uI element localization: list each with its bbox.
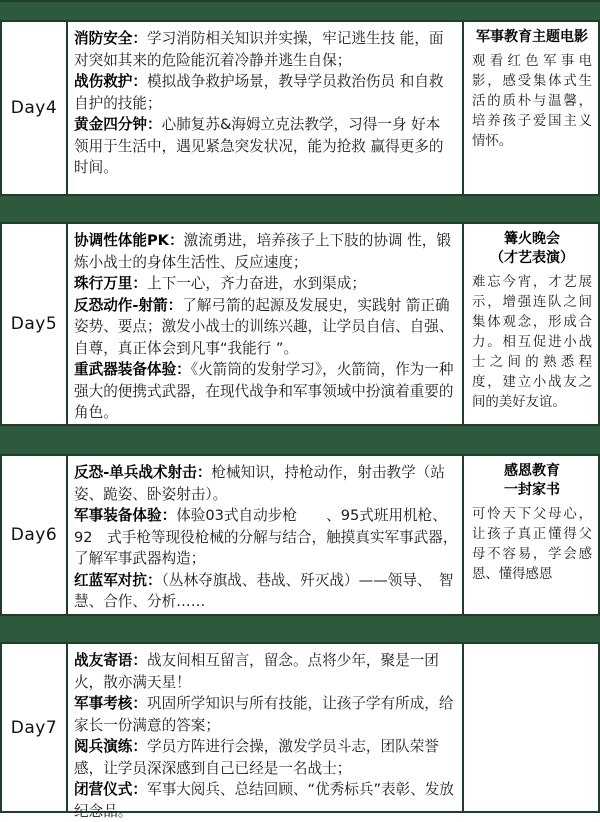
activity-title: 闭营仪式 — [74, 781, 133, 798]
activity-title: 黄金四分钟 — [74, 116, 147, 133]
day-activities — [66, 22, 464, 194]
activity-text: 激流勇进，培养孩子上下肢的协调 性，锻炼小战士的身体生活性、反应速度； — [74, 232, 451, 271]
evening-activity — [464, 22, 600, 194]
activity-title: 战伤救护 — [74, 73, 133, 90]
activity-text: 战友间相互留言，留念。点将少年，聚是一团火，散亦满天星！ — [74, 652, 439, 691]
activity-item: 阅兵演练：学员方阵进行会操，激发学员斗志，团队荣誉感，让学员深深感到自己已经是一名战士； — [74, 738, 439, 777]
day-activities — [66, 456, 464, 614]
day-label: Day7 — [2, 644, 68, 811]
evening-subtitle: 一封家书 — [504, 482, 560, 498]
activity-title: 战友寄语 — [74, 652, 133, 669]
table-top-band — [0, 0, 600, 22]
evening-title: 篝火晚会 （才艺表演） — [472, 230, 592, 268]
activity-title: 协调性体能PK — [74, 232, 169, 249]
activity-item: 军事考核：巩固所学知识与所有技能，让孩子学有所成，给家长一份满意的答案； — [74, 695, 454, 734]
day-row-7 — [0, 644, 600, 820]
activity-item: 红蓝军对抗：（丛林夺旗战、巷战、歼灭战）——领导、 智慧、合作、分析…… — [74, 571, 454, 610]
activity-item: 珠行万里：上下一心，齐力奋进，水到渠成； — [74, 275, 366, 292]
activity-item: 军事装备体验：体验03式自动步枪 、95式班用机枪、92 式手枪等现役枪械的分解与结合，触摸真实军事武器， 了解军事武器构造； — [74, 507, 465, 567]
evening-activity-empty — [464, 644, 600, 811]
day-label: Day4 — [2, 22, 68, 194]
activity-title: 红蓝军对抗 — [74, 571, 147, 589]
activity-title: 消防安全 — [74, 30, 133, 47]
activity-text: 《火箭筒的发射学习》，火箭筒，作为一种强大的便携式武器，在现代战争和军事领域中扮演着重要的角色。 — [74, 361, 454, 421]
evening-subtitle: （才艺表演） — [490, 250, 574, 266]
evening-title: 感恩教育 一封家书 — [472, 462, 592, 500]
evening-activity — [464, 456, 600, 614]
activity-item: 反恐动作-射箭：了解弓箭的起源及发展史，实践射 箭正确姿势、要点；激发小战士的训练兴趣，让学员自信、自强、自尊，真正体会到凡事“我能行 ”。 — [74, 296, 454, 357]
activity-title: 军事装备体验 — [74, 507, 162, 524]
day-row-4 — [0, 22, 600, 194]
evening-activity — [464, 224, 600, 424]
activity-text: 学习消防相关知识并实操，牢记逃生技 能，面对突如其来的危险能沉着冷静并逃生自保； — [74, 30, 444, 69]
activity-item: 重武器装备体验：《火箭筒的发射学习》，火箭筒，作为一种强大的便携式武器，在现代战争和军事领域中扮演着重要的角色。 — [74, 361, 454, 421]
activity-text: 军事大阅兵、总结回顾、“优秀标兵”表彰、发放纪念品。 — [74, 781, 454, 820]
activity-title: 反恐-单兵战术射击 — [74, 464, 197, 481]
activity-text: 了解弓箭的起源及发展史，实践射 箭正确姿势、要点；激发小战士的训练兴趣，让学员自信、自强、自尊，真正体会到凡事“我能行 ”。 — [74, 296, 454, 357]
row-divider-band — [0, 424, 600, 456]
activity-item: 战友寄语：战友间相互留言，留念。点将少年，聚是一团火，散亦满天星！ — [74, 652, 439, 691]
activity-text: （丛林夺旗战、巷战、歼灭战）——领导、 智慧、合作、分析…… — [74, 571, 454, 610]
evening-text: 可怜天下父母心，让孩子真正懂得父母不容易，学会感恩、懂得感恩 — [472, 507, 592, 582]
activity-item: 反恐-单兵战术射击：枪械知识，持枪动作，射击教学（站姿、跪姿、卧姿射击）。 — [74, 464, 445, 503]
activity-item: 战伤救护：模拟战争救护场景，教导学员救治伤员 和自救自护的技能； — [74, 73, 444, 112]
activity-title: 军事考核 — [74, 695, 133, 712]
activity-text: 心肺复苏&海姆立克法教学，习得一身 好本领用于生活中，遇见紧急突发状况，能为抢救 赢得更多的时间。 — [74, 116, 444, 176]
activity-text: 巩固所学知识与所有技能，让孩子学有所成，给家长一份满意的答案； — [74, 695, 454, 734]
row-divider-band — [0, 614, 600, 644]
day-row-6 — [0, 456, 600, 614]
day-row-5 — [0, 224, 600, 424]
day-label: Day5 — [2, 224, 68, 424]
activity-item: 消防安全：学习消防相关知识并实操，牢记逃生技 能，面对突如其来的危险能沉着冷静并逃生自保； — [74, 30, 444, 69]
activity-title: 阅兵演练 — [74, 738, 133, 755]
activity-title: 反恐动作-射箭 — [74, 296, 168, 314]
activity-text: 枪械知识，持枪动作，射击教学（站姿、跪姿、卧姿射击）。 — [74, 464, 445, 503]
activity-text: 模拟战争救护场景，教导学员救治伤员 和自救自护的技能； — [74, 73, 444, 112]
row-divider-band — [0, 194, 600, 224]
day-activities — [66, 644, 464, 820]
evening-title: 军事教育主题电影 — [476, 29, 588, 45]
activity-text: 体验03式自动步枪 、95式班用机枪、92 式手枪等现役枪械的分解与结合，触摸真实军事武器， 了解军事武器构造； — [74, 507, 465, 567]
evening-text: 观看红色军事电影，感受集体式生活的质朴与温馨，培养孩子爱国主义情怀。 — [472, 54, 592, 149]
activity-title: 重武器装备体验 — [74, 361, 177, 378]
activity-title: 珠行万里 — [74, 275, 133, 292]
activity-item: 协调性体能PK：激流勇进，培养孩子上下肢的协调 性，锻炼小战士的身体生活性、反应速度； — [74, 232, 451, 271]
activity-item: 闭营仪式：军事大阅兵、总结回顾、“优秀标兵”表彰、发放纪念品。 — [74, 781, 454, 820]
activity-text: 学员方阵进行会操，激发学员斗志，团队荣誉感，让学员深深感到自己已经是一名战士； — [74, 738, 439, 777]
day-label: Day6 — [2, 456, 68, 614]
day-activities — [66, 224, 464, 424]
activity-text: 上下一心，齐力奋进，水到渠成； — [147, 275, 366, 292]
activity-item: 黄金四分钟：心肺复苏&海姆立克法教学，习得一身 好本领用于生活中，遇见紧急突发状况，能为抢救 赢得更多的时间。 — [74, 116, 444, 176]
evening-text: 难忘今宵，才艺展示，增强连队之间集体观念，形成合力。相互促进小战士之间的熟悉程度，建立小战友之间的美好友谊。 — [472, 275, 592, 410]
